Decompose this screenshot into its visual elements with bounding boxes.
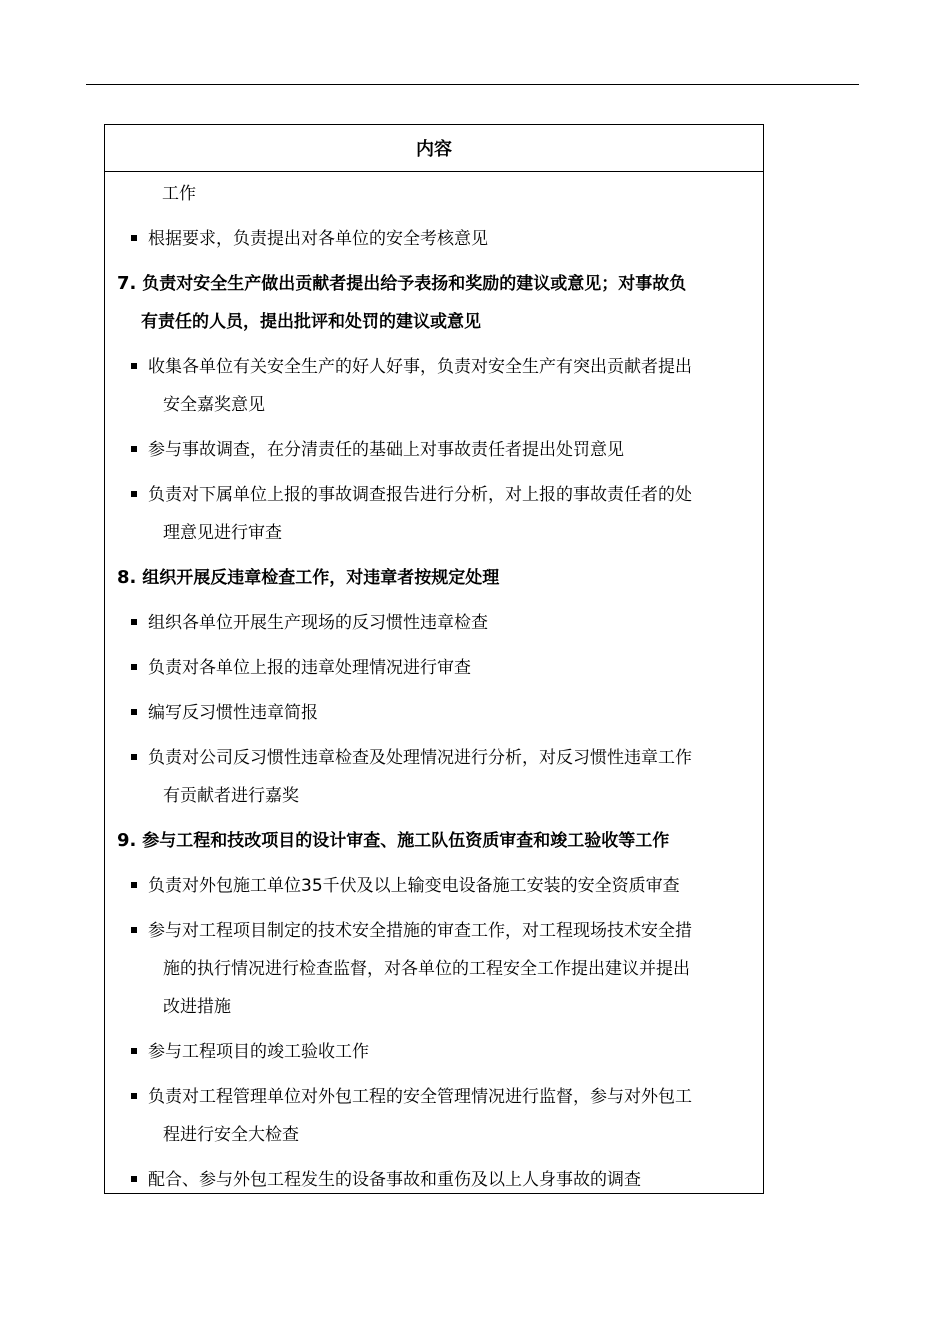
item-list: [105, 220, 763, 1199]
square-bullet-icon: [131, 927, 137, 933]
bullet-text: [148, 476, 755, 552]
bullet-text-line: 根据要求，负责提出对各单位的安全考核意见: [148, 229, 488, 249]
bullet-text-line: 编写反习惯性违章简报: [148, 703, 318, 723]
square-bullet-icon: [131, 754, 137, 760]
bullet-text-line: 参与工程项目的竣工验收工作: [148, 1042, 369, 1062]
bullet-item: [105, 739, 763, 815]
section-heading-text: 组织开展反违章检查工作，对违章者按规定处理: [142, 568, 500, 588]
square-bullet-icon: [131, 446, 137, 452]
bullet-text-line: 负责对各单位上报的违章处理情况进行审查: [148, 658, 471, 678]
bullet-item: [105, 604, 763, 642]
bullet-text: [148, 1161, 755, 1199]
page-header-rule: [86, 84, 859, 85]
square-bullet-icon: [131, 491, 137, 497]
section-number: 8.: [117, 567, 137, 588]
bullet-text-line: 有贡献者进行嘉奖: [163, 786, 299, 806]
bullet-text-line: 负责对公司反习惯性违章检查及处理情况进行分析，对反习惯性违章工作: [148, 748, 692, 768]
square-bullet-icon: [131, 1176, 137, 1182]
bullet-item: [105, 1078, 763, 1154]
bullet-text: [148, 431, 755, 469]
bullet-text: [148, 1033, 755, 1071]
content-table: [104, 124, 764, 1194]
bullet-item: [105, 912, 763, 1026]
bullet-item: [105, 431, 763, 469]
continuation-line: 工作: [162, 184, 196, 204]
square-bullet-icon: [131, 664, 137, 670]
square-bullet-icon: [131, 1048, 137, 1054]
section-heading: [105, 265, 763, 341]
bullet-text-line: 负责对外包施工单位35千伏及以上输变电设备施工安装的安全资质审查: [148, 876, 680, 896]
square-bullet-icon: [131, 709, 137, 715]
bullet-text: [148, 739, 755, 815]
square-bullet-icon: [131, 1093, 137, 1099]
section-heading-text: 参与工程和技改项目的设计审查、施工队伍资质审查和竣工验收等工作: [142, 831, 670, 851]
bullet-text-line: 配合、参与外包工程发生的设备事故和重伤及以上人身事故的调查: [148, 1170, 641, 1190]
bullet-text: [148, 912, 755, 1026]
table-body: [105, 175, 763, 1199]
bullet-text-line: 程进行安全大检查: [163, 1125, 299, 1145]
square-bullet-icon: [131, 619, 137, 625]
bullet-item: [105, 867, 763, 905]
bullet-text-line: 理意见进行审查: [163, 523, 282, 543]
bullet-text-line: 施的执行情况进行检查监督，对各单位的工程安全工作提出建议并提出: [163, 959, 690, 979]
bullet-text-line: 安全嘉奖意见: [163, 395, 265, 415]
bullet-text-line: 收集各单位有关安全生产的好人好事，负责对安全生产有突出贡献者提出: [148, 357, 692, 377]
table-header: [105, 125, 763, 172]
bullet-text-line: 参与对工程项目制定的技术安全措施的审查工作，对工程现场技术安全措: [148, 921, 692, 941]
section-heading-text: 负责对安全生产做出贡献者提出给予表扬和奖励的建议或意见；对事故负: [142, 274, 687, 294]
bullet-text-line: 参与事故调查，在分清责任的基础上对事故责任者提出处罚意见: [148, 440, 624, 460]
bullet-item: [105, 220, 763, 258]
table-header-label: 内容: [416, 139, 452, 160]
section-number: 7.: [117, 273, 137, 294]
square-bullet-icon: [131, 363, 137, 369]
bullet-item: [105, 694, 763, 732]
bullet-text: [148, 694, 755, 732]
bullet-text-line: 改进措施: [163, 997, 231, 1017]
section-heading-text: 有责任的人员，提出批评和处罚的建议或意见: [141, 312, 481, 332]
bullet-text: [148, 867, 755, 905]
bullet-item: [105, 1161, 763, 1199]
bullet-item: [105, 649, 763, 687]
section-heading: [105, 822, 763, 860]
bullet-text-line: 负责对下属单位上报的事故调查报告进行分析，对上报的事故责任者的处: [148, 485, 692, 505]
bullet-item: [105, 348, 763, 424]
bullet-text: [148, 348, 755, 424]
square-bullet-icon: [131, 235, 137, 241]
bullet-text: [148, 649, 755, 687]
section-heading: [105, 559, 763, 597]
bullet-text: [148, 604, 755, 642]
bullet-text: [148, 220, 755, 258]
section-number: 9.: [117, 830, 137, 851]
square-bullet-icon: [131, 882, 137, 888]
bullet-text-line: 负责对工程管理单位对外包工程的安全管理情况进行监督，参与对外包工: [148, 1087, 692, 1107]
bullet-item: [105, 1033, 763, 1071]
bullet-text: [148, 1078, 755, 1154]
bullet-item: [105, 476, 763, 552]
bullet-text-line: 组织各单位开展生产现场的反习惯性违章检查: [148, 613, 488, 633]
